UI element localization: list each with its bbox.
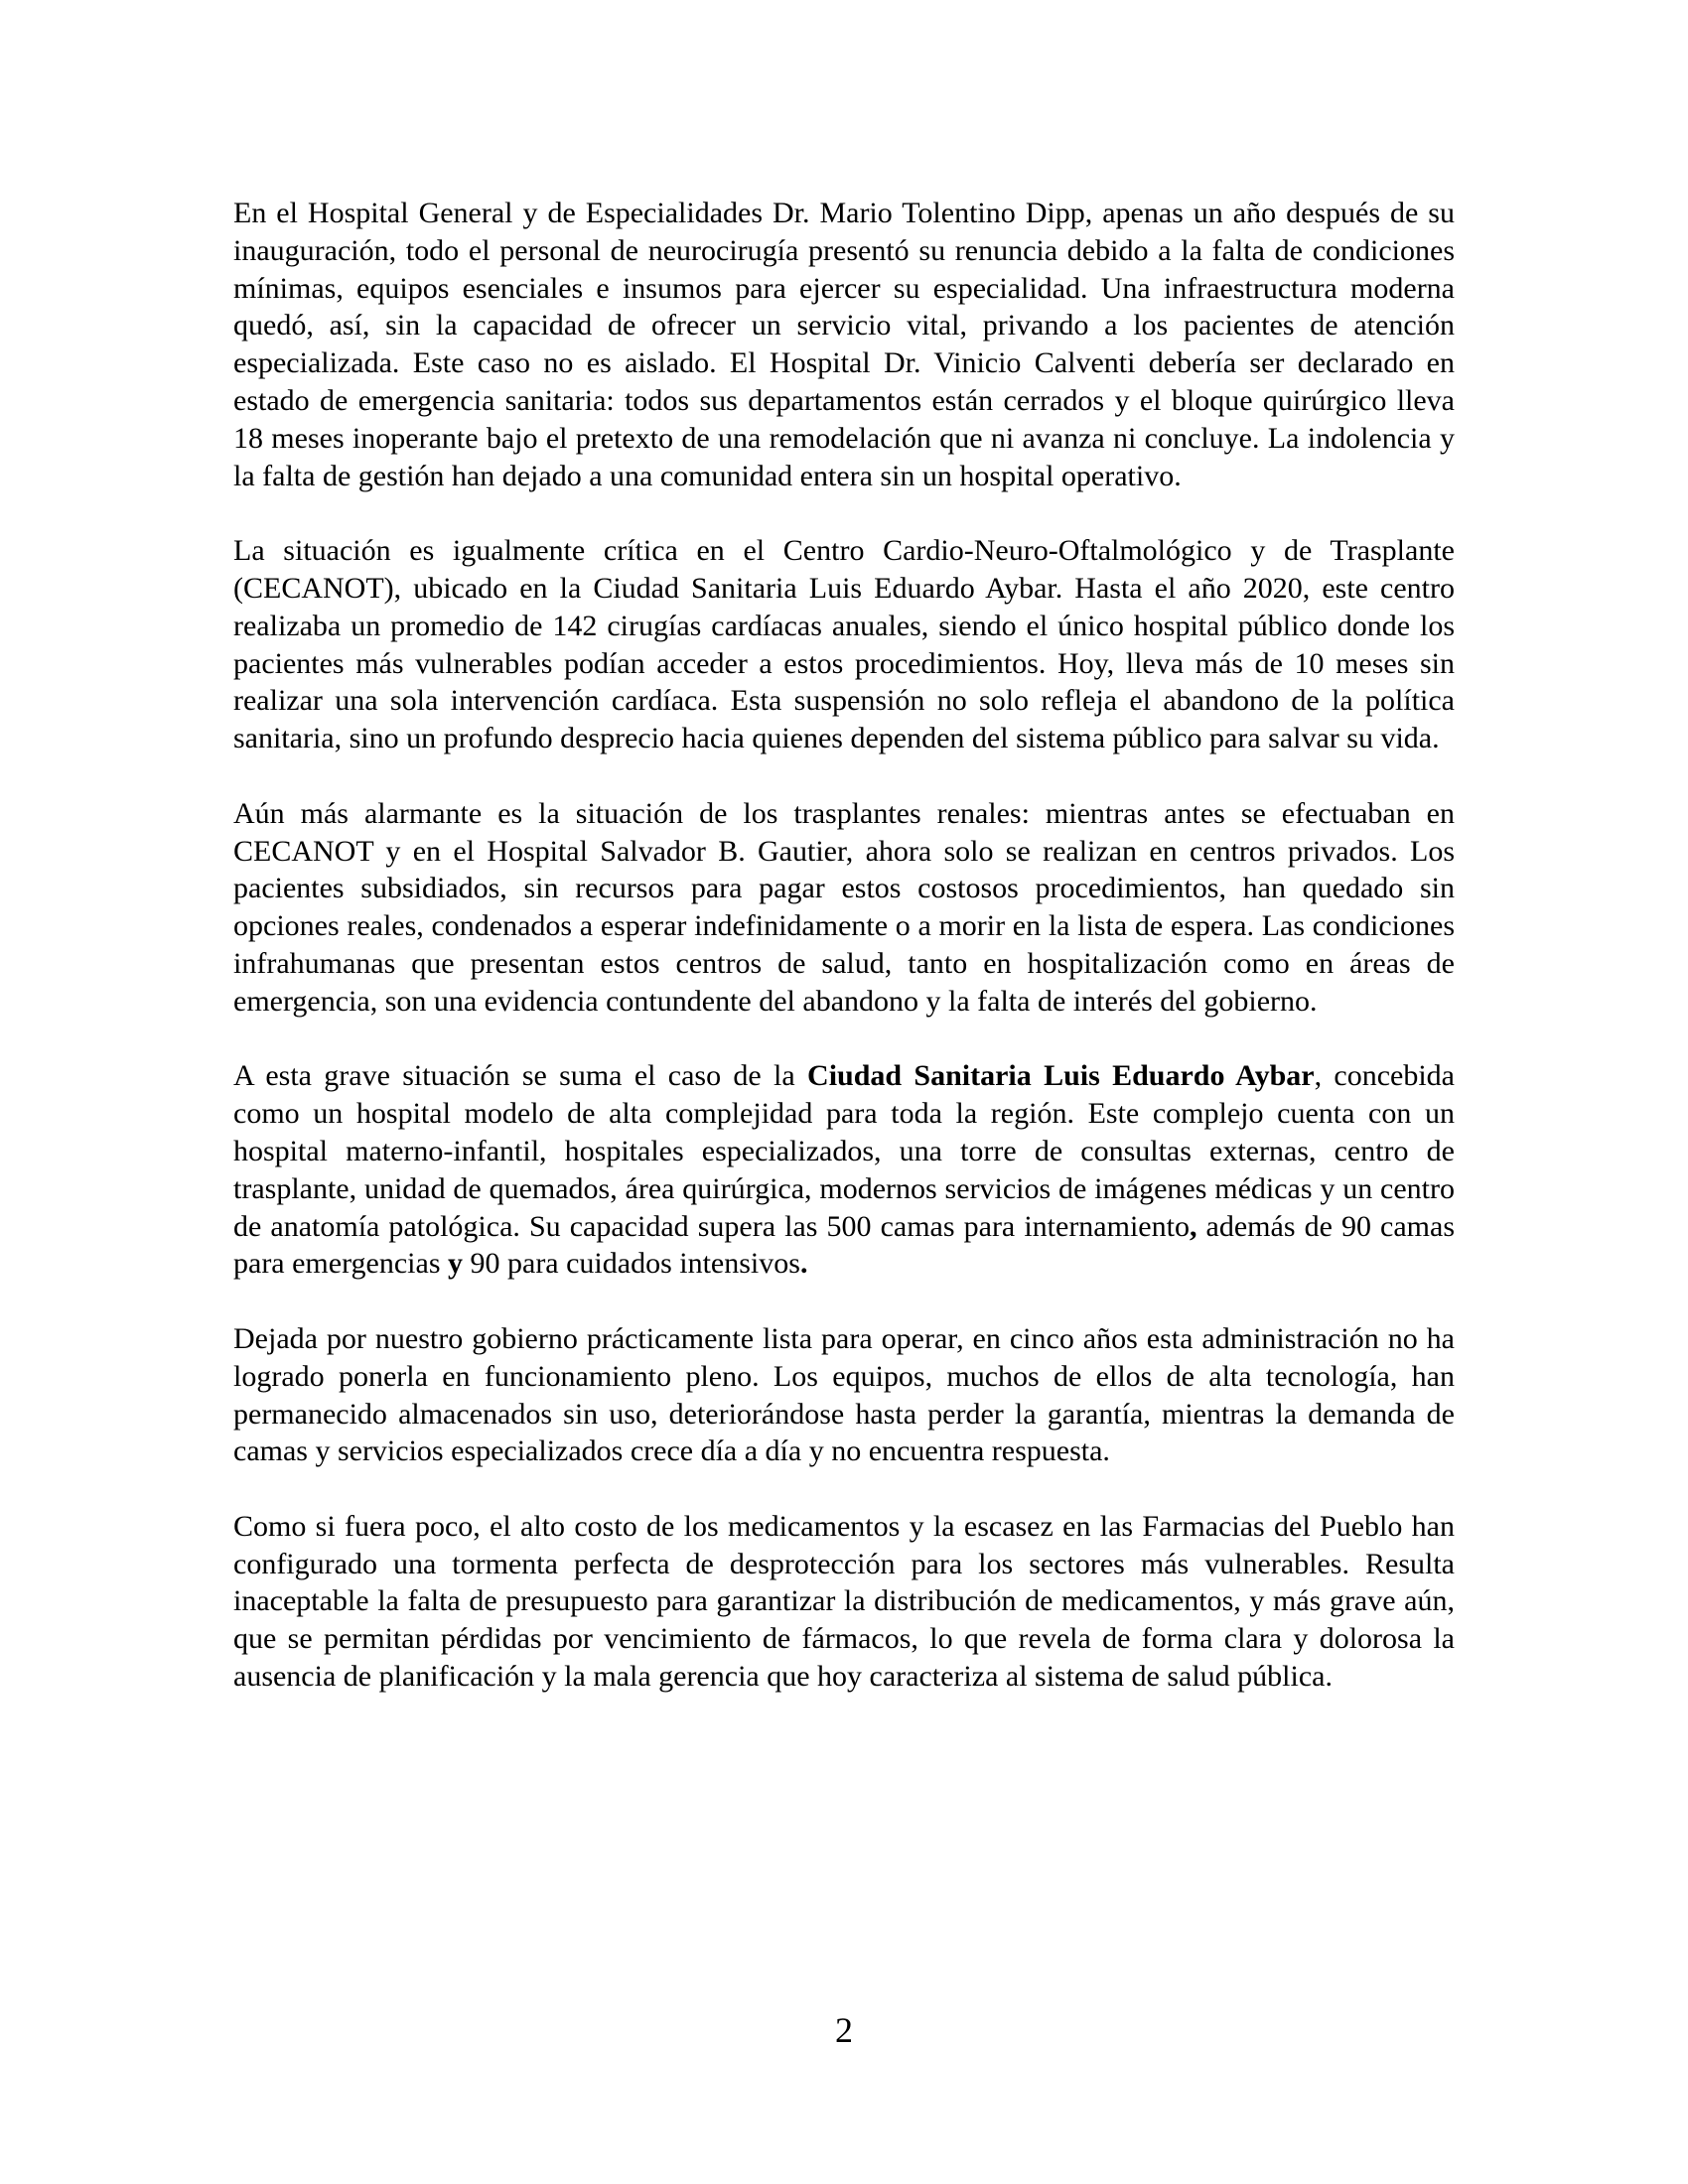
paragraph-neurosurgery-resignation: En el Hospital General y de Especialidades Dr. Mario Tolentino Dipp, apenas un año después de su inauguración, todo el personal de neurocirugía presentó su renuncia debido a la falta de condiciones mínimas, equipos esenciales e insumos para ejercer su especialidad. Una infraestructura moderna quedó, así, sin la capacidad de ofrecer un servicio vital, privando a los pacientes de atención especializada. Este caso no es aislado. El Hospital Dr. Vinicio Calventi debería ser declarado en estado de emergencia sanitaria: todos sus departamentos están cerrados y el bloque quirúrgico lleva 18 meses inoperante bajo el pretexto de una remodelación que ni avanza ni concluye. La indolencia y la falta de gestión han dejado a una comunidad entera sin un hospital operativo. [233,197,1455,492]
bold-comma: , [1189,1209,1197,1243]
bold-conjunction: y [448,1247,463,1281]
paragraph-ciudad-sanitaria-intro: A esta grave situación se suma el caso de la [233,1059,808,1093]
paragraph-ciudad-sanitaria-emergency-beds: además de 90 camas para emergencias [233,1209,1456,1281]
paragraph-ciudad-sanitaria-body: , concebida como un hospital modelo de alta complejidad para toda la región. Este complejo cuenta con un hospital materno-infantil, hospitales especializados, una torre de consultas externas, centro de trasplante, unidad de quemados, área quirúrgica, modernos servicios de imágenes médicas y un centro de anatomía patológica. Su capacidad supera las 500 camas para internamiento [233,1059,1455,1243]
paragraph-ciudad-sanitaria-icu-beds: 90 para cuidados intensivos [463,1247,800,1281]
paragraph-kidney-transplants: Aún más alarmante es la situación de los trasplantes renales: mientras antes se efectuaban en CECANOT y en el Hospital Salvador B. Gautier, ahora solo se realizan en centros privados. Los pacientes subsidiados, sin recursos para pagar estos costosos procedimientos, han quedado sin opciones reales, condenados a esperar indefinidamente o a morir en la lista de espera. Las condiciones infrahumanas que presentan estos centros de salud, tanto en hospitalización como en áreas de emergencia, son una evidencia contundente del abandono y la falta de interés del gobierno. [233,796,1455,1018]
bold-period: . [799,1247,808,1281]
ciudad-sanitaria-name: Ciudad Sanitaria Luis Eduardo Aybar [807,1059,1315,1093]
paragraph-cecanot-cardiac-surgery: La situación es igualmente crítica en el Centro Cardio-Neuro-Oftalmológico y de Trasplante (CECANOT), ubicado en la Ciudad Sanitaria Luis Eduardo Aybar. Hasta el año 2020, este centro realizaba un promedio de 142 cirugías cardíacas anuales, siendo el único hospital público donde los pacientes más vulnerables podían acceder a estos procedimientos. Hoy, lleva más de 10 meses sin realizar una sola intervención cardíaca. Esta suspensión no solo refleja el abandono de la política sanitaria, sino un profundo desprecio hacia quienes dependen del sistema público para salvar su vida. [233,534,1455,755]
paragraph-unused-equipment: Dejada por nuestro gobierno prácticamente lista para operar, en cinco años esta administración no ha logrado ponerla en funcionamiento pleno. Los equipos, muchos de ellos de alta tecnología, han permanecido almacenados sin uso, deteriorándose hasta perder la garantía, mientras la demanda de camas y servicios especializados crece día a día y no encuentra respuesta. [233,1321,1455,1468]
paragraph-ciudad-sanitaria [233,1057,1455,1283]
page-number: 2 [835,2010,853,2050]
body-text [233,195,1455,1733]
paragraph-medication-shortage: Como si fuera poco, el alto costo de los medicamentos y la escasez en las Farmacias del Pueblo han configurado una tormenta perfecta de desprotección para los sectores más vulnerables. Resulta inaceptable la falta de presupuesto para garantizar la distribución de medicamentos, y más grave aún, que se permitan pérdidas por vencimiento de fármacos, lo que revela de forma clara y dolorosa la ausencia de planificación y la mala gerencia que hoy caracteriza al sistema de salud pública. [233,1509,1455,1694]
